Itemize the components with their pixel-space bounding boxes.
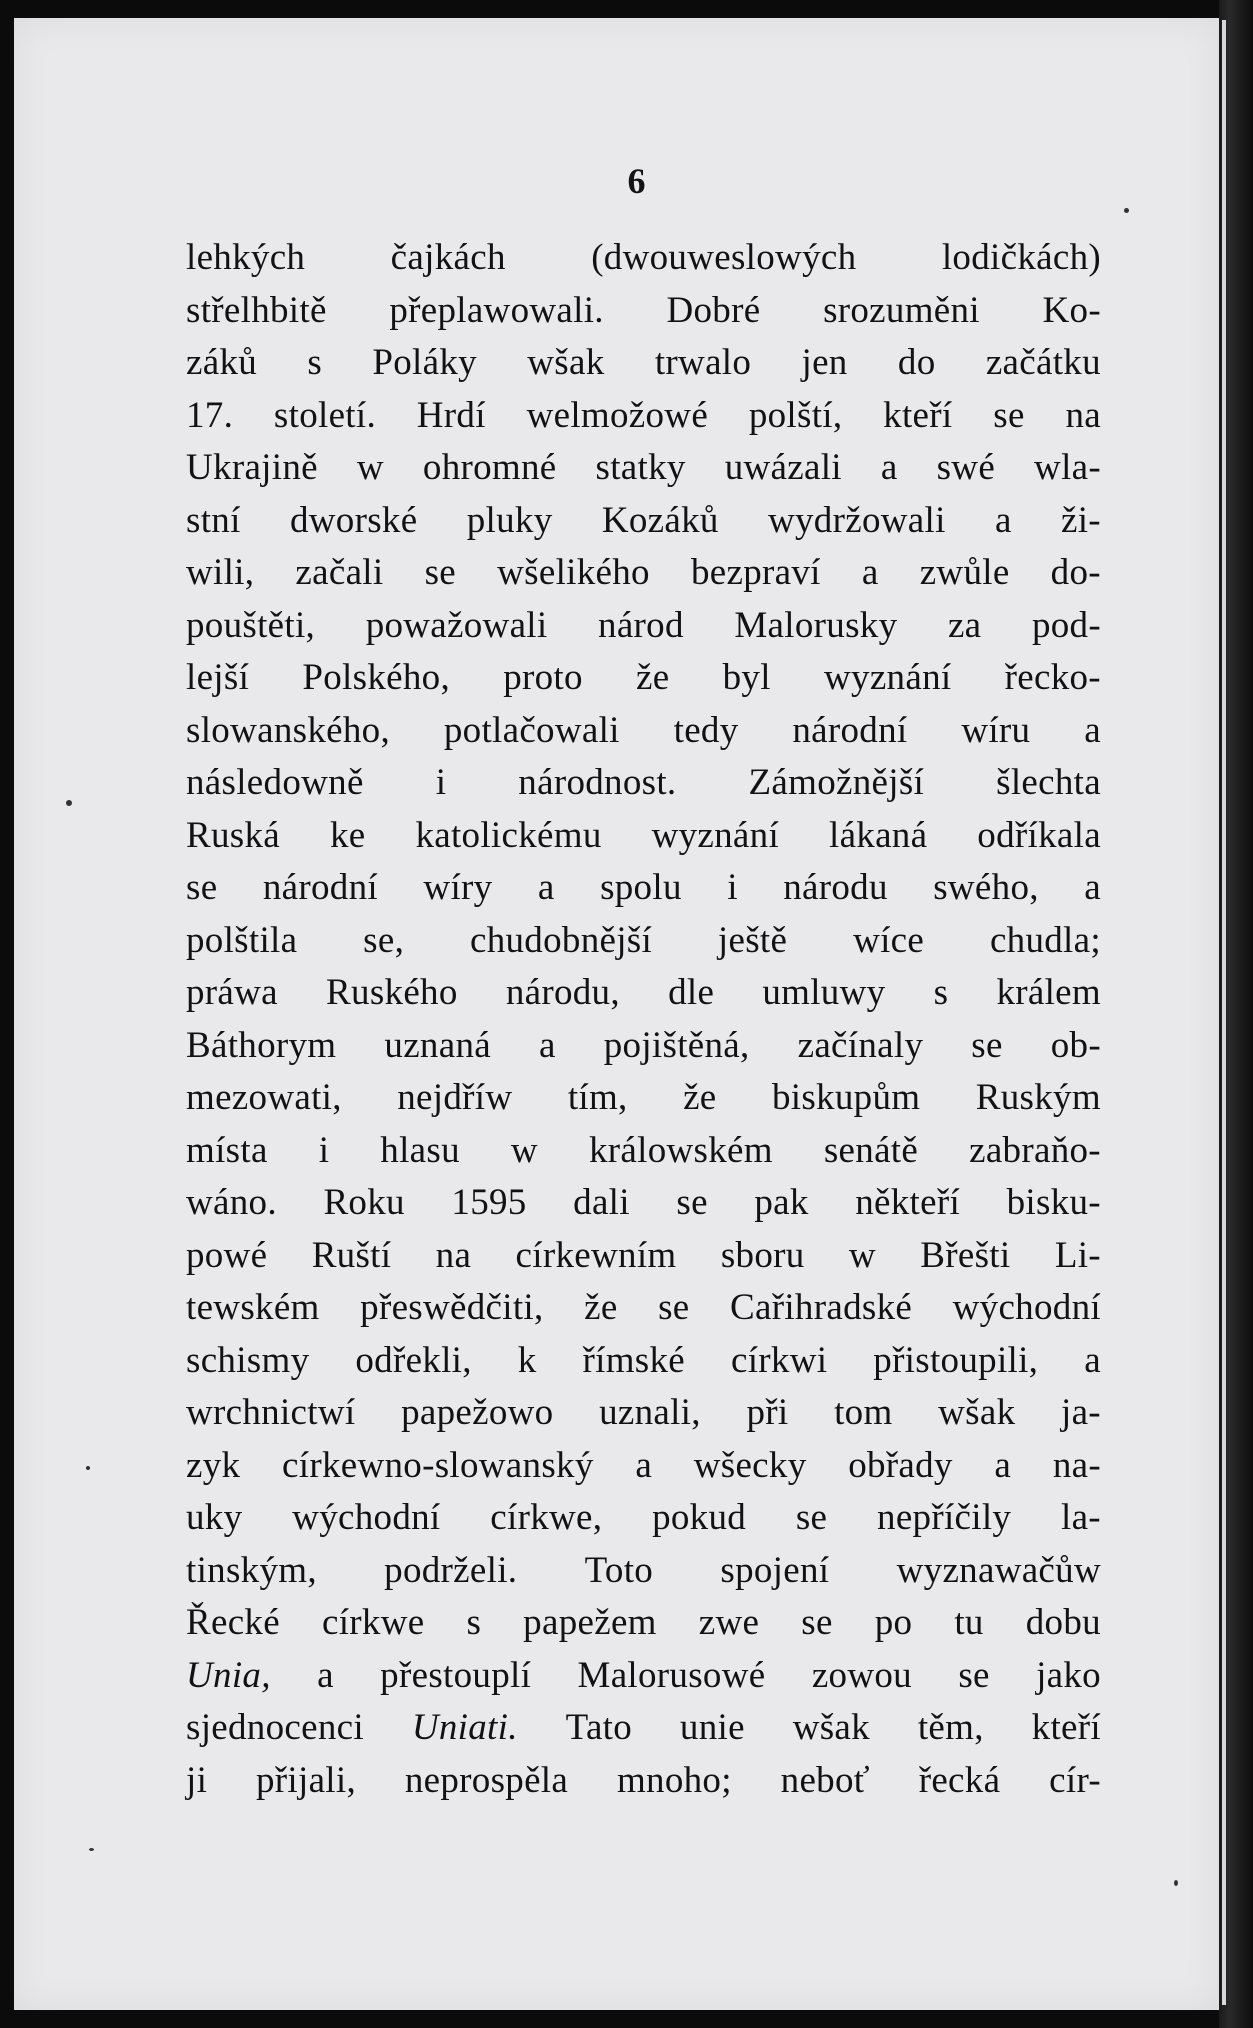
word: Toto (584, 1549, 654, 1591)
word: církwe, (490, 1497, 603, 1538)
word: Malorusowé (577, 1654, 766, 1696)
word: obřady (848, 1444, 953, 1486)
word: přijali, (256, 1759, 357, 1801)
word: tewském (186, 1287, 320, 1328)
text-line (186, 652, 1101, 705)
word: tedy (673, 709, 739, 751)
word: se (801, 1602, 833, 1643)
text-line (186, 967, 1101, 1020)
word: přeswědčiti, (360, 1287, 544, 1328)
text-line (186, 1072, 1101, 1125)
word: řecká (918, 1759, 1001, 1801)
word: ja- (1061, 1392, 1101, 1433)
text-line (186, 600, 1101, 653)
word: jen (801, 342, 848, 383)
word: církewno-slowanský (282, 1444, 594, 1486)
word: welmožowé (526, 394, 709, 436)
word: dworské (289, 499, 418, 541)
word: a (1084, 1339, 1101, 1381)
word: tom (834, 1392, 893, 1433)
word: Malorusky (734, 604, 898, 646)
word: začátku (985, 342, 1101, 383)
word: swé (936, 447, 996, 488)
word: 17. (186, 394, 234, 436)
word: století. (273, 394, 377, 436)
word: králem (996, 972, 1101, 1013)
word: cír- (1049, 1759, 1101, 1801)
word: záků (186, 342, 258, 383)
word: nejdříw (397, 1077, 513, 1118)
word: srozuměni (823, 289, 980, 331)
word: s (466, 1602, 482, 1643)
word: papežem (523, 1602, 657, 1643)
word: potlačowali (443, 709, 620, 751)
word: ke (329, 814, 366, 856)
text-line (186, 1440, 1101, 1493)
text-line (186, 1702, 1101, 1755)
text-line (186, 1387, 1101, 1440)
word: a (1084, 867, 1101, 908)
word: Ukrajině (186, 447, 318, 488)
word: se, (363, 919, 405, 961)
word: wla- (1034, 447, 1101, 488)
word: církwi (730, 1339, 828, 1381)
page-edge-highlight (1222, 20, 1226, 2005)
text-line (186, 1230, 1101, 1283)
word: proto (503, 657, 583, 698)
word: ži- (1060, 499, 1101, 541)
word: národnost. (518, 762, 677, 803)
word: wšelikého (497, 552, 650, 593)
word: přeplawowali. (389, 289, 604, 331)
word: pod- (1031, 604, 1101, 646)
word: w (848, 1234, 876, 1276)
word: nepříčily (877, 1497, 1012, 1538)
text-line (186, 1597, 1101, 1650)
word: že (584, 1287, 618, 1328)
text-line (186, 1755, 1101, 1808)
word: do- (1050, 552, 1101, 593)
word: spolu (600, 867, 682, 908)
word: spojení (720, 1549, 830, 1591)
text-line (186, 232, 1101, 285)
word: zyk (186, 1444, 241, 1486)
word: byl (722, 657, 771, 698)
word: přestouplí (380, 1654, 532, 1696)
word: Ruská (186, 814, 280, 856)
word: odříkala (977, 814, 1101, 856)
word: zabraňo- (969, 1129, 1101, 1171)
word: se (676, 1182, 708, 1223)
word: ob- (1050, 1024, 1101, 1066)
word: že (635, 657, 670, 698)
word: že (683, 1077, 717, 1118)
word: lákaná (828, 814, 928, 856)
word: la- (1061, 1497, 1101, 1538)
word: národní (792, 709, 908, 751)
word: s (307, 342, 323, 383)
word: a (539, 1024, 556, 1066)
word: Ruského (326, 972, 458, 1013)
word: se (424, 552, 457, 593)
word: bisku- (1006, 1182, 1101, 1223)
word: církewním (515, 1234, 677, 1276)
word: hlasu (380, 1129, 460, 1171)
text-line (186, 1177, 1101, 1230)
word: pokud (652, 1497, 747, 1538)
word: Ruským (975, 1077, 1101, 1118)
word: kteří (883, 394, 953, 436)
word: wšak (792, 1707, 870, 1748)
word: se (186, 867, 218, 908)
word: tím, (567, 1077, 628, 1118)
word: a (861, 552, 879, 593)
word: a (994, 499, 1012, 541)
word: Uniati. (411, 1707, 518, 1748)
word: pak (754, 1182, 809, 1223)
word: wšak (938, 1392, 1016, 1433)
word: neprospěla (404, 1759, 569, 1801)
word: a (994, 1444, 1012, 1486)
word: odřekli, (355, 1339, 472, 1381)
word: wili, (186, 552, 255, 593)
word: uznaná (384, 1024, 491, 1066)
word: Hrdí (416, 394, 486, 436)
word: i (435, 762, 447, 803)
word: wyznání (651, 814, 780, 856)
word: zwe (698, 1602, 760, 1643)
word: národ (598, 604, 684, 646)
word: pouštěti, (186, 604, 316, 646)
word: Řecké (186, 1602, 280, 1643)
word: Zámožnější (748, 762, 925, 803)
word: kteří (1031, 1707, 1101, 1748)
word: sjednocenci (186, 1707, 364, 1748)
word: římské (582, 1339, 686, 1381)
word: swého, (933, 867, 1039, 908)
word: národu (783, 867, 888, 908)
word: bezpraví (690, 552, 821, 593)
word: i (318, 1129, 330, 1171)
word: uwázali (724, 447, 842, 488)
text-line (186, 547, 1101, 600)
word: se (971, 1024, 1003, 1066)
word: wyznání (824, 657, 952, 698)
word: jako (1036, 1654, 1101, 1696)
word: střelhbitě (186, 289, 327, 331)
word: následowně (186, 762, 364, 803)
word: Roku (323, 1182, 405, 1223)
text-line (186, 810, 1101, 863)
ink-speck (1124, 208, 1129, 213)
word: národní (262, 867, 378, 908)
word: tinským, (186, 1549, 317, 1591)
word: powažowali (365, 604, 548, 646)
word: šlechta (996, 762, 1101, 803)
word: Cařihradské (730, 1287, 913, 1328)
word: wyznawačůw (896, 1549, 1101, 1591)
word: uky (186, 1497, 243, 1538)
word: stní (186, 499, 241, 541)
word: Břešti (920, 1234, 1011, 1276)
word: místa (186, 1129, 268, 1171)
word: wýchodní (952, 1287, 1101, 1328)
word: i (727, 867, 738, 908)
word: začali (295, 552, 384, 593)
text-line (186, 1545, 1101, 1598)
word: dali (573, 1182, 630, 1223)
word: začínaly (797, 1024, 924, 1066)
word: mezowati, (186, 1077, 342, 1118)
word: (dwouweslowých (591, 237, 857, 278)
word: dle (668, 972, 715, 1013)
word: církwe (321, 1602, 425, 1643)
word: powé (186, 1234, 268, 1276)
word: chudobnější (469, 919, 653, 961)
word: 1595 (451, 1182, 527, 1223)
word: senátě (823, 1129, 919, 1171)
word: Kozáků (601, 499, 719, 541)
word: umluwy (762, 972, 886, 1013)
word: polštila (186, 919, 298, 961)
word: zowou (811, 1654, 912, 1696)
word: a (537, 867, 555, 908)
word: w (510, 1129, 538, 1171)
ink-speck (66, 800, 72, 806)
word: slowanského, (186, 709, 390, 751)
word: při (746, 1392, 789, 1433)
word: Tato (565, 1707, 633, 1748)
word: a (880, 447, 898, 488)
word: Ko- (1042, 289, 1101, 331)
word: Poláky (372, 342, 477, 383)
body-text (186, 232, 1101, 1807)
text-line (186, 285, 1101, 338)
word: biskupům (771, 1077, 921, 1118)
word: králowském (588, 1129, 773, 1171)
word: a (317, 1654, 334, 1696)
word: unie (679, 1707, 745, 1748)
word: w (356, 447, 384, 488)
text-line (186, 1650, 1101, 1703)
word: mnoho; (616, 1759, 732, 1801)
word: Báthorym (186, 1024, 337, 1066)
word: lehkých (186, 237, 306, 278)
word: se (993, 394, 1025, 436)
word: řecko- (1004, 657, 1101, 698)
word: wíry (423, 867, 493, 908)
text-line (186, 337, 1101, 390)
word: wšecky (693, 1444, 807, 1486)
text-line (186, 862, 1101, 915)
text-line (186, 915, 1101, 968)
word: wíru (961, 709, 1031, 751)
word: práwa (186, 972, 278, 1013)
word: Dobré (666, 289, 761, 331)
word: wýchodní (292, 1497, 441, 1538)
word: za (947, 604, 982, 646)
word: neboť (780, 1759, 870, 1801)
word: se (795, 1497, 828, 1538)
word: papežowo (401, 1392, 554, 1433)
word: Ruští (311, 1234, 392, 1276)
word: ohromné (422, 447, 557, 488)
word: do (897, 342, 936, 383)
word: statky (595, 447, 686, 488)
word: pojištěná, (603, 1024, 750, 1066)
word: zwůle (919, 552, 1010, 593)
word: wíce (853, 919, 925, 961)
word: k (517, 1339, 537, 1381)
word: lejší (186, 657, 250, 698)
word: s (933, 972, 949, 1013)
word: Li- (1054, 1234, 1101, 1276)
word: se (958, 1654, 990, 1696)
word: Polského, (302, 657, 450, 698)
word: a (635, 1444, 653, 1486)
text-line (186, 705, 1101, 758)
word: trwalo (654, 342, 752, 383)
text-line (186, 1492, 1101, 1545)
text-line (186, 1125, 1101, 1178)
ink-speck (89, 1848, 94, 1851)
word: lodičkách) (941, 237, 1101, 278)
word: wrchnictwí (186, 1392, 356, 1433)
word: katolickému (415, 814, 602, 856)
text-line (186, 1335, 1101, 1388)
word: ještě (717, 919, 788, 961)
text-line (186, 442, 1101, 495)
word: těm, (917, 1707, 984, 1748)
word: po (874, 1602, 913, 1643)
word: podrželi. (384, 1549, 518, 1591)
word: tu (954, 1602, 984, 1643)
word: polští, (748, 394, 843, 436)
text-line (186, 390, 1101, 443)
word: wydržowali (767, 499, 946, 541)
word: na (435, 1234, 472, 1276)
word: uznali, (599, 1392, 701, 1433)
word: čajkách (390, 237, 506, 278)
word: wáno. (186, 1182, 277, 1223)
word: wšak (527, 342, 605, 383)
word: ji (186, 1759, 208, 1801)
word: sboru (720, 1234, 805, 1276)
word: a (1084, 709, 1101, 751)
page-number: 6 (627, 161, 646, 201)
text-line (186, 757, 1101, 810)
ink-speck (1174, 1880, 1178, 1886)
word: přistoupili, (873, 1339, 1039, 1381)
ink-speck (86, 1466, 90, 1470)
word: národu, (505, 972, 620, 1013)
text-line (186, 1020, 1101, 1073)
word: chudla; (989, 919, 1101, 961)
word: někteří (855, 1182, 961, 1223)
word: pluky (466, 499, 553, 541)
word: dobu (1025, 1602, 1101, 1643)
text-line (186, 495, 1101, 548)
word: na- (1052, 1444, 1101, 1486)
word: se (658, 1287, 690, 1328)
word: schismy (186, 1339, 310, 1381)
word: Unia, (186, 1654, 271, 1696)
text-line (186, 1282, 1101, 1335)
word: na (1065, 394, 1101, 436)
